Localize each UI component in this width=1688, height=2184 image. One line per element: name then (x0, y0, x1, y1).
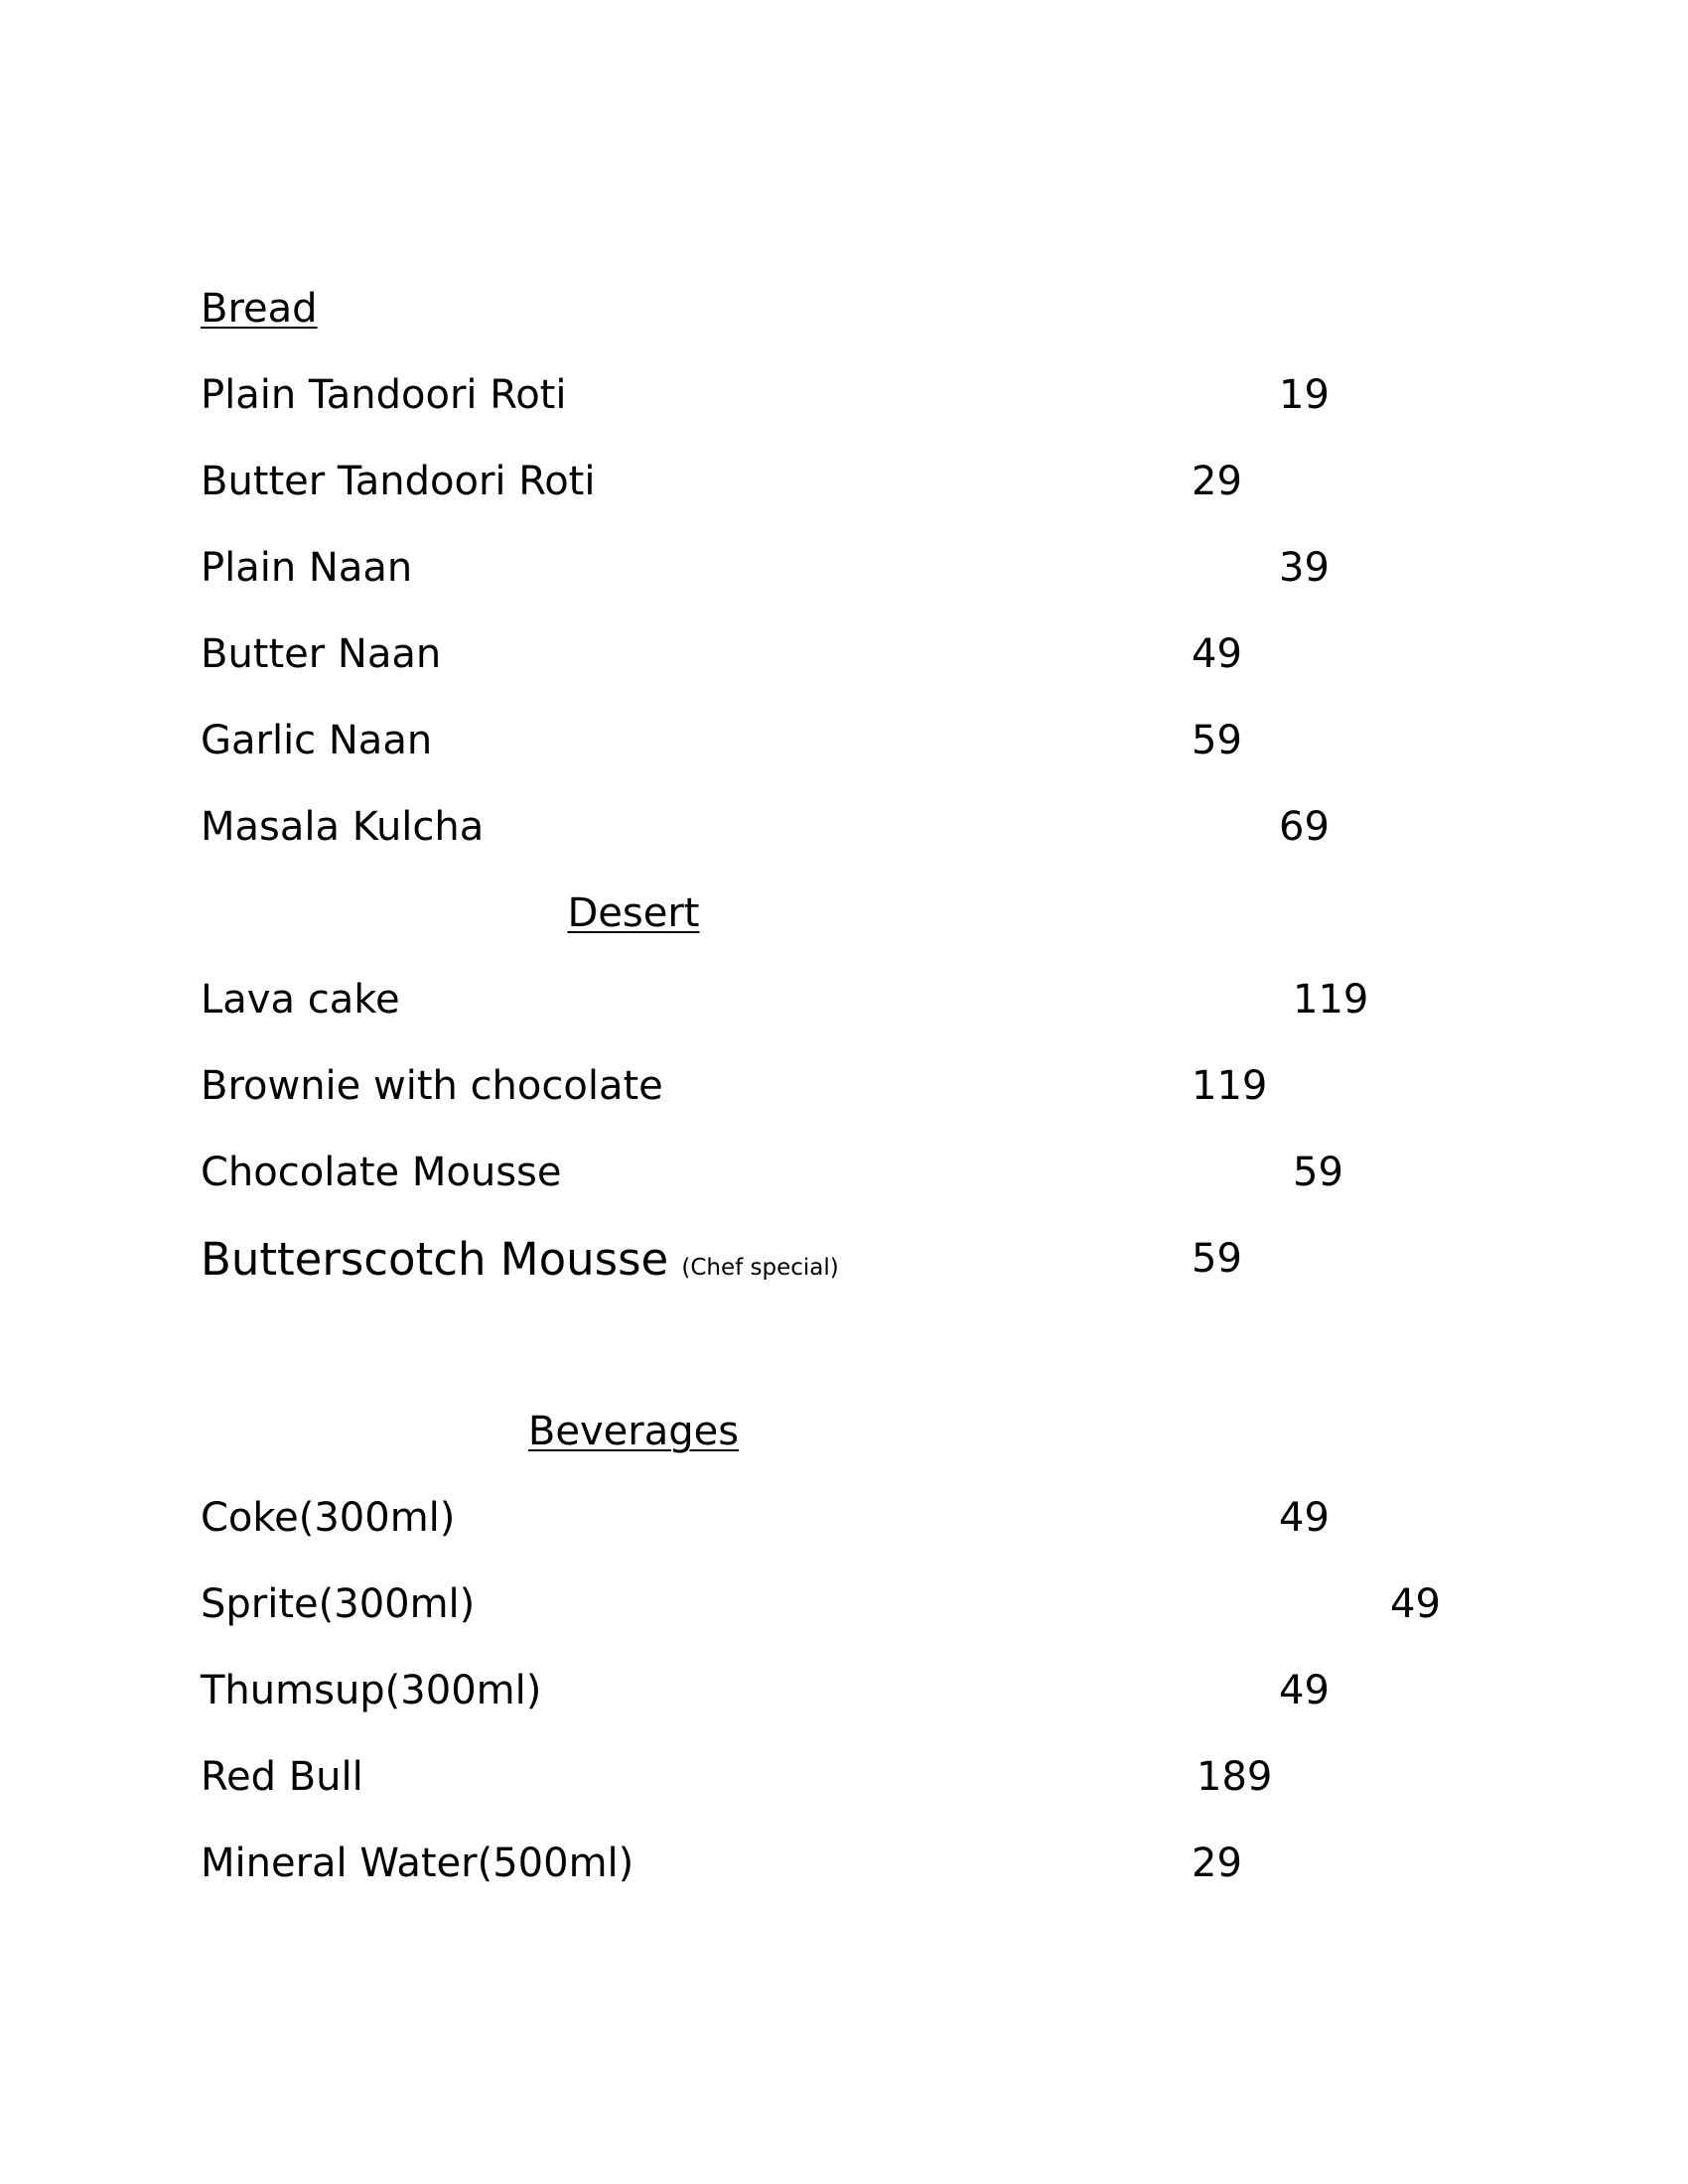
section-heading-beverages (201, 1389, 1491, 1475)
menu-row (201, 1821, 1491, 1907)
menu-row (201, 1475, 1491, 1562)
menu-item-price: 59 (1293, 1150, 1343, 1195)
menu-item-price: 119 (1192, 1063, 1268, 1109)
menu-item-price: 29 (1192, 459, 1242, 504)
menu-row (201, 1216, 1491, 1302)
menu-row (201, 1130, 1491, 1216)
menu-row (201, 957, 1491, 1043)
menu-row (201, 784, 1491, 871)
section-heading-bread (201, 266, 1491, 352)
menu-row (201, 525, 1491, 612)
menu-item-price: 69 (1279, 804, 1330, 850)
menu-item-name: Butter Naan (201, 631, 442, 677)
menu-item-price: 19 (1279, 372, 1330, 418)
section-heading-desert (201, 871, 1491, 957)
menu-item-price: 49 (1390, 1581, 1441, 1627)
menu-item-name: Plain Naan (201, 545, 413, 591)
menu-item-name: Brownie with chocolate (201, 1063, 663, 1109)
menu-item-name: Sprite(300ml) (201, 1581, 476, 1627)
section-heading-label: Bread (201, 286, 318, 332)
menu-item-price: 49 (1279, 1495, 1330, 1541)
section-heading-label: Beverages (527, 1409, 740, 1454)
menu-item-name: Plain Tandoori Roti (201, 372, 567, 418)
menu-row (201, 352, 1491, 439)
menu-item-price: 59 (1192, 1236, 1242, 1282)
section-spacer (201, 1302, 1491, 1389)
menu-item-name: Thumsup(300ml) (201, 1668, 542, 1713)
menu-row (201, 439, 1491, 525)
menu-item-price: 29 (1192, 1841, 1242, 1886)
menu-item-name: Garlic Naan (201, 718, 433, 763)
menu-item-price: 59 (1192, 718, 1242, 763)
menu-item-name: Butter Tandoori Roti (201, 459, 596, 504)
menu-row (201, 1734, 1491, 1821)
menu-item-name: Lava cake (201, 977, 400, 1023)
menu-item-note: (Chef special) (681, 1255, 839, 1281)
menu-item-name: Mineral Water(500ml) (201, 1841, 634, 1886)
menu-item-price: 49 (1279, 1668, 1330, 1713)
section-heading-label: Desert (567, 890, 700, 936)
menu-row (201, 698, 1491, 784)
menu-item-name: Chocolate Mousse (201, 1150, 562, 1195)
menu-row (201, 1648, 1491, 1734)
menu-item-name: Butterscotch Mousse (201, 1233, 669, 1286)
menu-row (201, 1043, 1491, 1130)
menu-item-price: 39 (1279, 545, 1330, 591)
menu-item-name: Coke(300ml) (201, 1495, 456, 1541)
menu-item-name: Red Bull (201, 1754, 363, 1800)
menu-item-price: 49 (1192, 631, 1242, 677)
menu-row (201, 1562, 1491, 1648)
menu-content (201, 266, 1491, 1907)
menu-item-name: Masala Kulcha (201, 804, 485, 850)
menu-row (201, 612, 1491, 698)
menu-item-price: 119 (1293, 977, 1369, 1023)
menu-item-price: 189 (1196, 1754, 1273, 1800)
